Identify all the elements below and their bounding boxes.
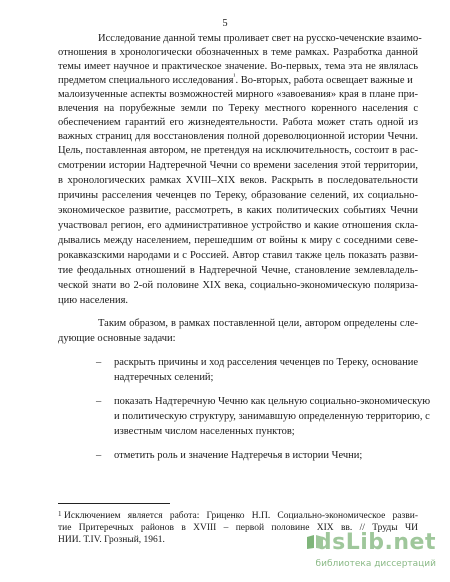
text-line: причины расселения чеченцев по Тереку, образование селений, их социально- bbox=[58, 190, 418, 201]
text-line: дующие основные задачи: bbox=[58, 333, 176, 344]
page-number: 5 bbox=[222, 18, 228, 29]
list-item-line: отметить роль и значение Надтеречья в истории Чечни; bbox=[114, 450, 363, 461]
text-line: экономическое развитие, рассмотреть, в каких политических событиях Чечни bbox=[58, 205, 418, 216]
text-line: обеспечением гарантий его жизнедеятельности. Работа может стать одной из bbox=[58, 117, 418, 128]
text-line: Исследование данной темы проливает свет на русско-чеченские взаимо- bbox=[98, 33, 422, 44]
text-line: дывались между населением, перешедшим от войны к миру с соседними севе- bbox=[58, 235, 418, 246]
list-bullet: – bbox=[96, 396, 102, 407]
text-line: цию населения. bbox=[58, 295, 129, 306]
watermark-logo: dsLib.net bbox=[315, 530, 436, 555]
footnote-line: тие Притеречных районов в XVIII – первой половине XIX вв. // Труды ЧИ bbox=[58, 523, 418, 533]
footnote-ref: ¹ bbox=[233, 72, 236, 81]
text-line: смотрении истории Надтеречной Чечни со времени заселения этой территории, bbox=[58, 160, 418, 171]
list-item-line: раскрыть причины и ход расселения чеченцев по Тереку, основание bbox=[114, 357, 418, 368]
text-line: Таким образом, в рамках поставленной цели, автором определены сле- bbox=[98, 318, 418, 329]
watermark bbox=[302, 530, 442, 576]
text-line: Цель, поставленная автором, не претендуя на исключительность, состоит в рас- bbox=[58, 145, 418, 156]
text-fragment: . Во-вторых, работа освещает важные и bbox=[235, 75, 413, 86]
watermark-subtitle: библиотека диссертаций bbox=[315, 559, 436, 569]
text-fragment: предметом специального исследования bbox=[58, 75, 234, 86]
text-line: рокавказскими народами и с Россией. Автор ставил также цель показать разви- bbox=[58, 250, 418, 261]
text-line: влечения на порубежные земли по Тереку местного коренного населения с bbox=[58, 103, 418, 114]
list-item-line: надтеречных селений; bbox=[114, 372, 214, 383]
text-line: в хронологических рамках XVIII–XIX веков. Раскрыть в последовательности bbox=[58, 175, 418, 186]
list-item-line: и политическую структуру, занимавшую определенную территорию, с bbox=[114, 411, 430, 422]
list-bullet: – bbox=[96, 357, 102, 368]
list-item-line: показать Надтеречную Чечню как цельную социально-экономическую bbox=[114, 396, 431, 407]
footnote-mark: 1 bbox=[58, 510, 62, 518]
text-line: важных страниц для восстановления полной дореволюционной истории Чечни. bbox=[58, 131, 418, 142]
footnote-line: Исключением является работа: Гриценко Н.П. Социально-экономическое разви- bbox=[64, 511, 418, 521]
text-line: участвовал регион, его административное устройство и какие отношения скла- bbox=[58, 220, 418, 231]
footnote-divider bbox=[58, 503, 170, 504]
list-item-line: известным числом населенных пунктов; bbox=[114, 426, 295, 437]
list-bullet: – bbox=[96, 450, 102, 461]
text-line: тие феодальных отношений в Надтеречной Чечне, становление землевладель- bbox=[58, 265, 418, 276]
text-line: ческой знати во 2-ой половине XIX века, социально-экономическую поляриза- bbox=[58, 280, 418, 291]
text-line: малоизученные аспекты возможностей мирного «завоевания» края в плане при- bbox=[58, 89, 418, 100]
text-line bbox=[58, 72, 418, 87]
footnote-line: НИИ. Т.IV. Грозный, 1961. bbox=[58, 535, 165, 545]
text-line: темы имеет научное и практическое значение. Во-первых, тема эта не являлась bbox=[58, 61, 418, 72]
text-line: отношения в хронологически обозначенных в теме рамках. Разработка данной bbox=[58, 47, 418, 58]
